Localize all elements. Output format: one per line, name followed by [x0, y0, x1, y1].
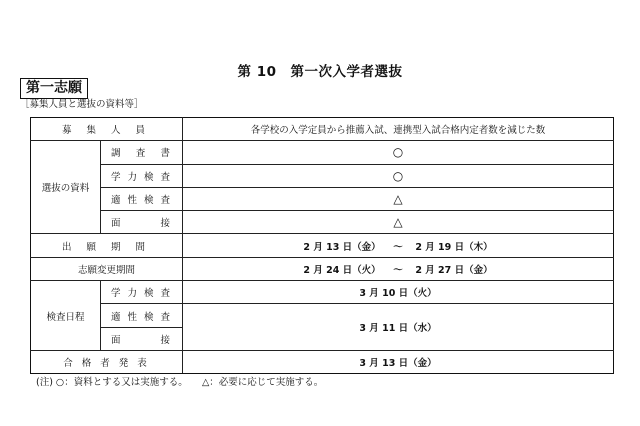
exam-academic-label: 学 力 検 査	[101, 281, 183, 304]
exam-aptitude-label: 適 性 検 査	[101, 304, 183, 327]
document-title: 第 10 第一次入学者選抜	[237, 64, 403, 80]
footnote: (注) ○：資料とする又は実施する。 △：必要に応じて実施する。	[36, 377, 324, 388]
recruitment-value: 各学校の入学定員から推薦入試、連携型入試合格内定者数を減じた数	[183, 118, 614, 141]
application-period-label: 出 願 期 間	[31, 234, 183, 257]
table-row	[31, 281, 614, 304]
exam-schedule-group-label: 検査日程	[31, 281, 101, 351]
material-item-mark: △	[183, 187, 614, 210]
table-row	[31, 257, 614, 280]
material-item-label: 適 性 検 査	[101, 187, 183, 210]
material-item-label: 学 力 検 査	[101, 164, 183, 187]
material-item-mark: △	[183, 211, 614, 234]
change-period-label: 志願変更期間	[31, 257, 183, 280]
material-item-mark: ○	[183, 141, 614, 164]
recruitment-label: 募 集 人 員	[31, 118, 183, 141]
announcement-date: 3 月 13 日（金）	[183, 350, 614, 373]
change-period-value: 2 月 24 日（火） ～ 2 月 27 日（金）	[183, 257, 614, 280]
table-row	[31, 141, 614, 164]
exam-aptitude-interview-date: 3 月 11 日（水）	[183, 304, 614, 351]
table-row	[31, 164, 614, 187]
material-item-mark: ○	[183, 164, 614, 187]
materials-group-label: 選抜の資料	[31, 141, 101, 234]
selection-table	[30, 117, 614, 374]
announcement-label: 合 格 者 発 表	[31, 350, 183, 373]
section-label: 第一志願	[20, 78, 88, 99]
table-row	[31, 118, 614, 141]
table-row	[31, 350, 614, 373]
application-period-value: 2 月 13 日（金） ～ 2 月 19 日（木）	[183, 234, 614, 257]
table-caption: ［募集人員と選抜の資料等］	[20, 99, 144, 110]
table-row	[31, 187, 614, 210]
table-row	[31, 211, 614, 234]
exam-academic-date: 3 月 10 日（火）	[183, 281, 614, 304]
table-row	[31, 304, 614, 327]
material-item-label: 調 査 書	[101, 141, 183, 164]
table-row	[31, 234, 614, 257]
material-item-label: 面 接	[101, 211, 183, 234]
exam-interview-label: 面 接	[101, 327, 183, 350]
